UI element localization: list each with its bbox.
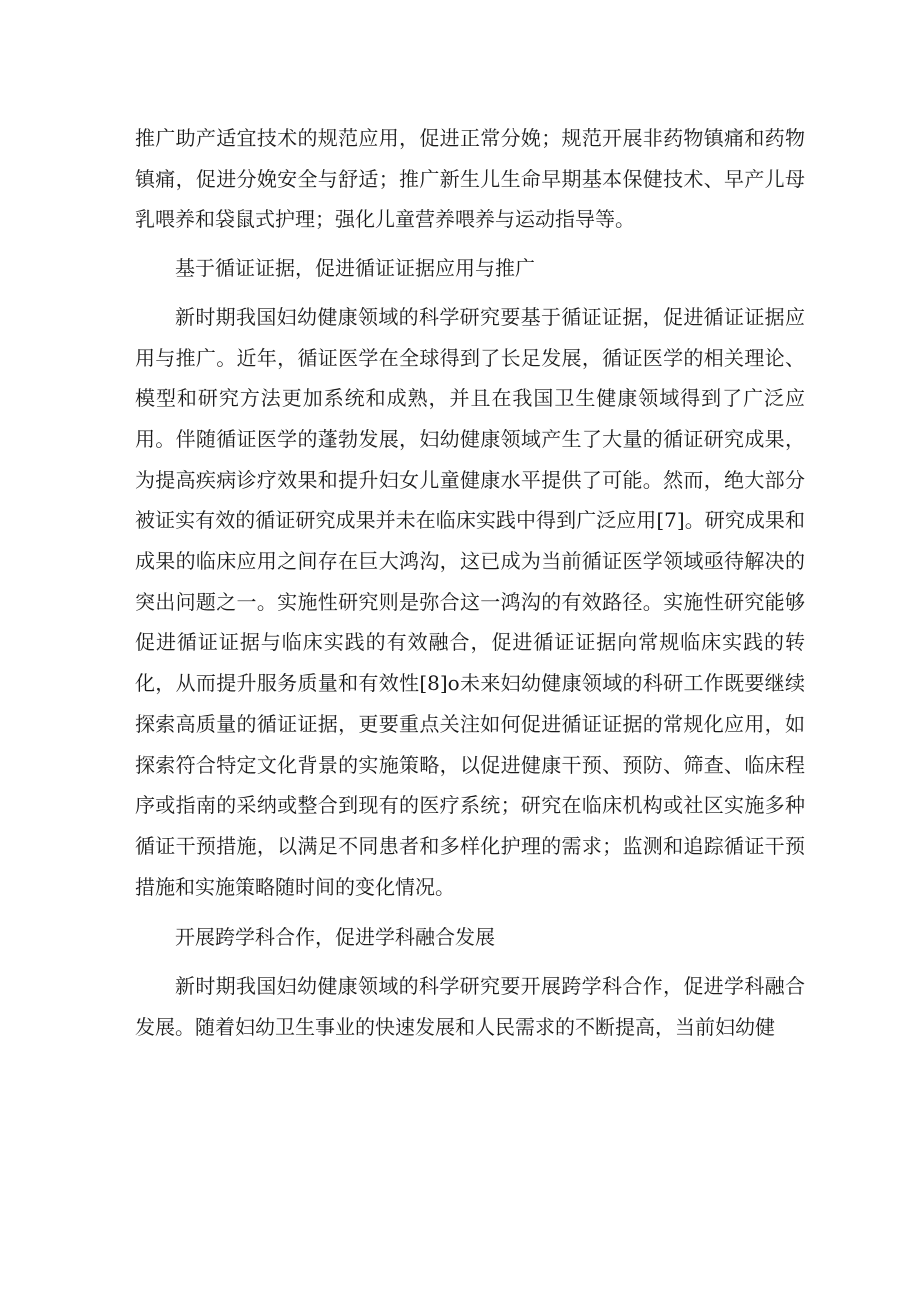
section-heading-interdisciplinary: 开展跨学科合作，促进学科融合发展 [175, 925, 495, 950]
paragraph-continued: 推广助产适宜技术的规范应用，促进正常分娩；规范开展非药物镇痛和药物镇痛，促进分娩安全与舒适；推广新生儿生命早期基本保健技术、早产儿母乳喂养和袋鼠式护理；强化儿童营养喂养与运动指导等。 [135, 126, 805, 232]
paragraph-evidence: 新时期我国妇幼健康领域的科学研究要基于循证证据，促进循证证据应用与推广。近年，循证医学在全球得到了长足发展，循证医学的相关理论、模型和研究方法更加系统和成熟，并且在我国卫生健康领域得到了广泛应用。伴随循证医学的蓬勃发展，妇幼健康领域产生了大量的循证研究成果，为提高疾病诊疗效果和提升妇女儿童健康水平提供了可能。然而，绝大部分被证实有效的循证研究成果并未在临床实践中得到广泛应用[7]。研究成果和成果的临床应用之间存在巨大鸿沟，这已成为当前循证医学领域亟待解决的突出问题之一。实施性研究则是弥合这一鸿沟的有效路径。实施性研究能够促进循证证据与临床实践的有效融合，促进循证证据向常规临床实践的转化，从而提升服务质量和有效性[8]o未来妇幼健康领域的科研工作既要继续探索高质量的循证证据，更要重点关注如何促进循证证据的常规化应用，如探索符合特定文化背景的实施策略，以促进健康干预、预防、筛查、临床程序或指南的采纳或整合到现有的医疗系统；研究在临床机构或社区实施多种循证干预措施，以满足不同患者和多样化护理的需求；监测和追踪循证干预措施和实施策略随时间的变化情况。 [135, 304, 805, 899]
paragraph-interdisciplinary: 新时期我国妇幼健康领域的科学研究要开展跨学科合作，促进学科融合发展。随着妇幼卫生事业的快速发展和人民需求的不断提高，当前妇幼健 [135, 974, 805, 1039]
section-heading-evidence: 基于循证证据，促进循证证据应用与推广 [175, 256, 535, 281]
document-body [135, 118, 805, 1047]
